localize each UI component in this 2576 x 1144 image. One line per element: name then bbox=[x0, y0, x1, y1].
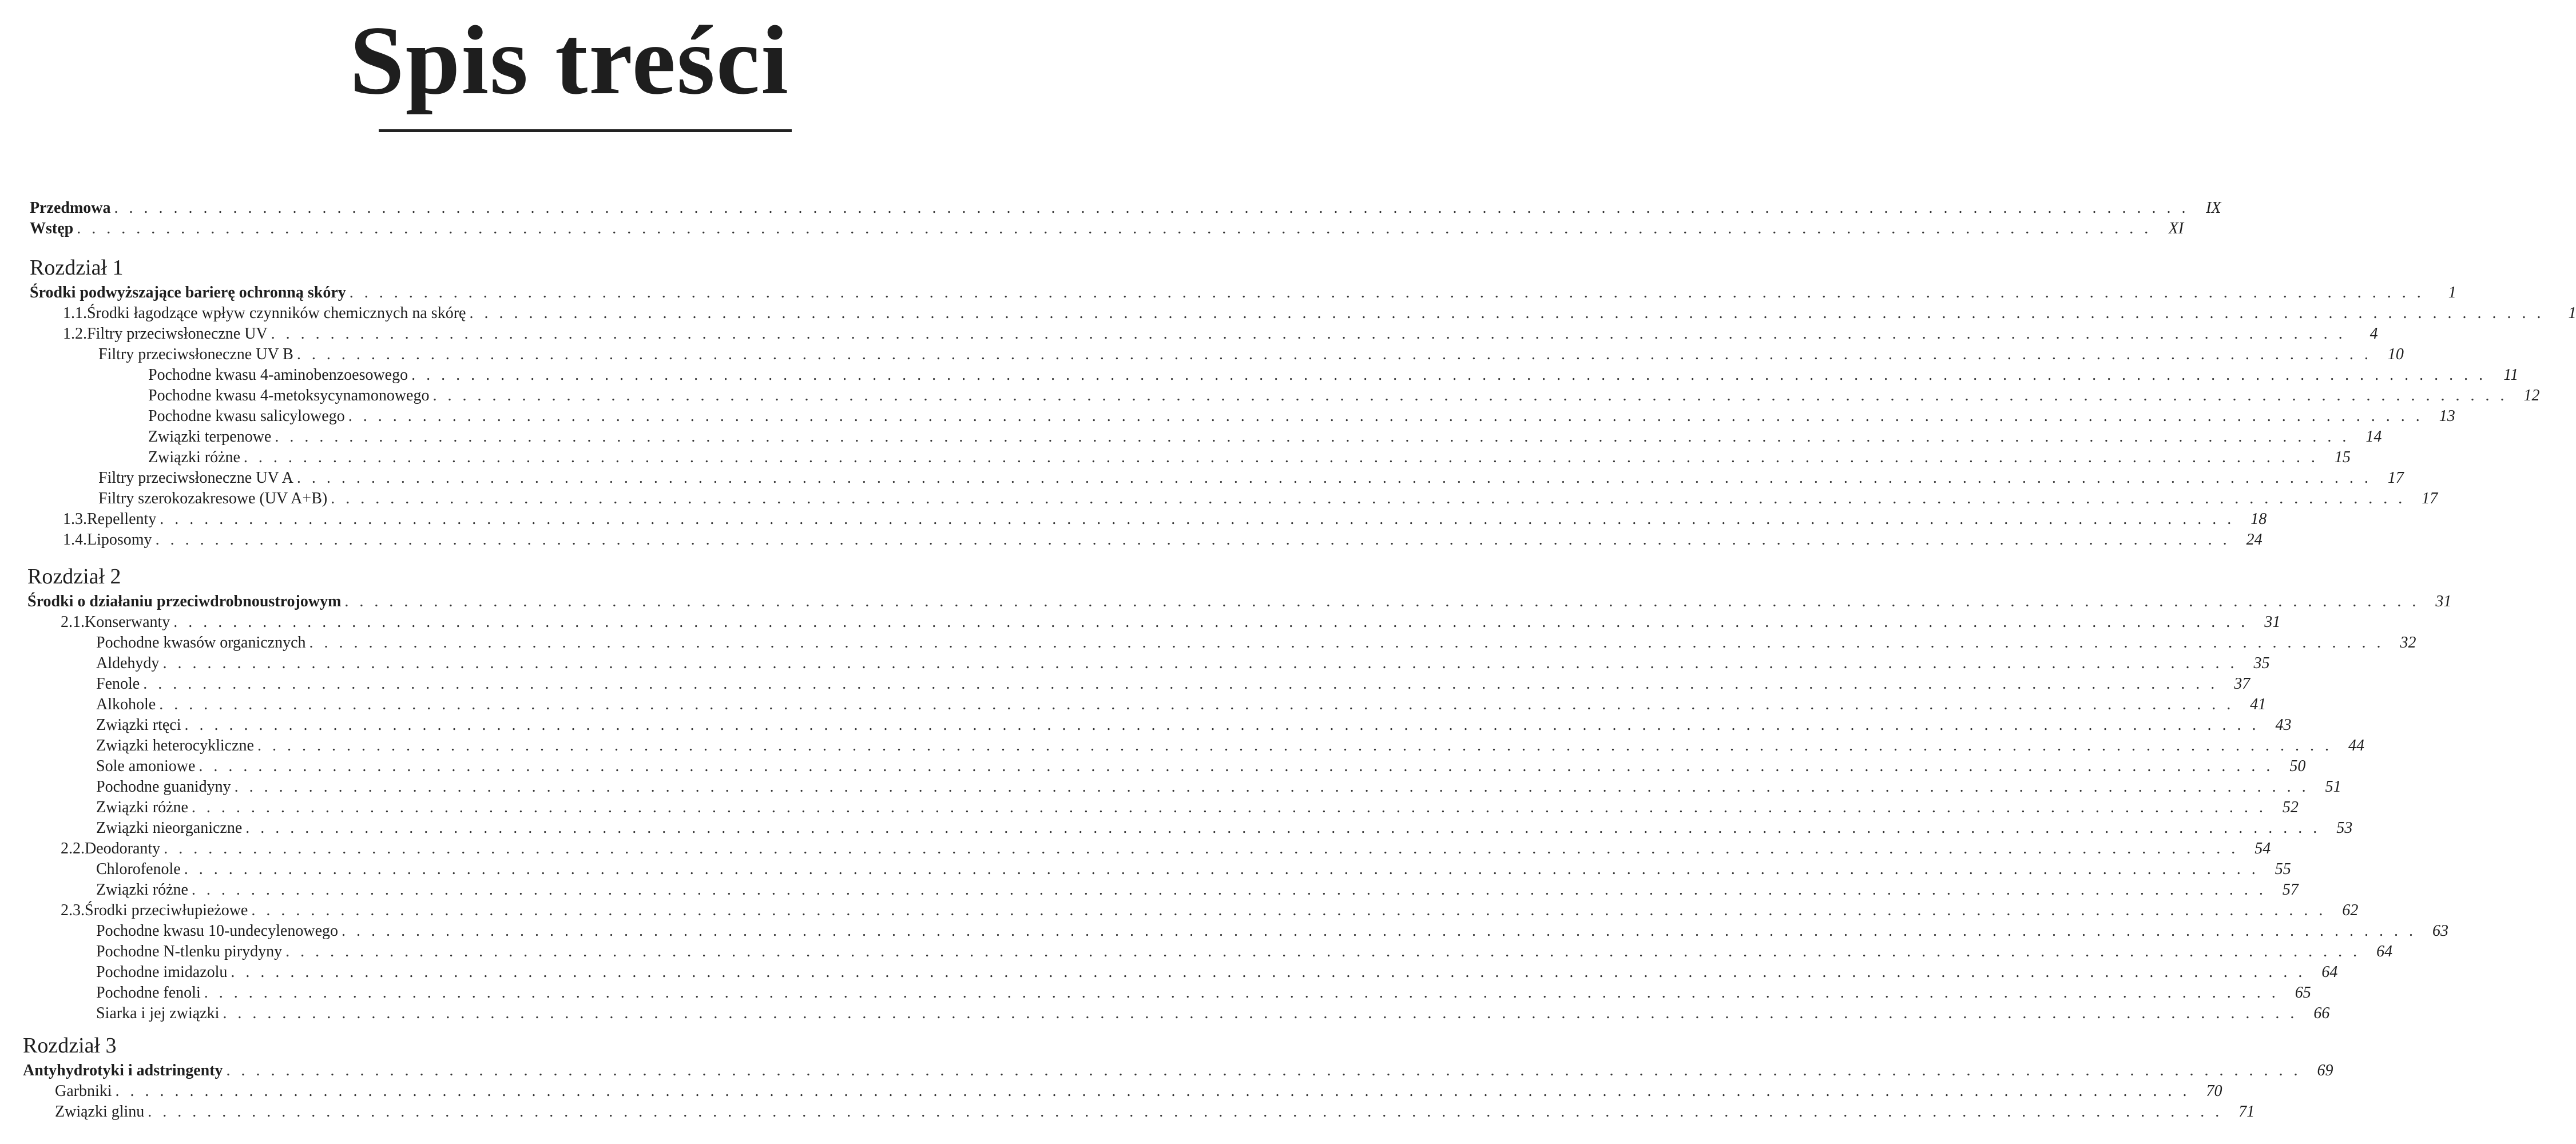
dot-leader: . . . . . . . . . . . . . . . . . . . . . . . . . . . . . . . . . . . . . . . . . . . . . . . . . . . . . . . . . . . . . . . . . . . . . . . . . . . . . . . . . . . . . . . . . . . . . . . . . . . . . . . . . . . . . . . . . . . . . . . . . . . . . . . . . . . . . . . . . . . . bbox=[77, 220, 2152, 237]
entry-page-number: 14 bbox=[2365, 428, 2382, 446]
entry-number: 2.3. bbox=[61, 901, 85, 919]
entry-page-number: 69 bbox=[2317, 1062, 2333, 1079]
chapter-heading: Rozdział 3 bbox=[23, 1034, 117, 1058]
toc-entry bbox=[148, 365, 2519, 386]
page-title: Spis treści bbox=[350, 6, 789, 115]
toc-entry bbox=[96, 921, 2449, 942]
chapter-heading: Rozdział 2 bbox=[27, 565, 121, 589]
toc-entry bbox=[96, 694, 2267, 715]
entry-label: Garbniki bbox=[55, 1082, 112, 1100]
entry-page-number: 62 bbox=[2342, 901, 2359, 919]
entry-label: Pochodne fenoli bbox=[96, 984, 201, 1002]
entry-label: Filtry przeciwsłoneczne UV A bbox=[98, 469, 293, 487]
toc-entry bbox=[96, 983, 2311, 1003]
entry-page-number: 65 bbox=[2295, 984, 2311, 1002]
entry-number: 1.2. bbox=[63, 325, 87, 343]
toc-entry bbox=[148, 447, 2351, 468]
toc-entry bbox=[61, 839, 2271, 859]
entry-label: Filtry szerokozakresowe (UV A+B) bbox=[98, 490, 328, 507]
toc-entry bbox=[63, 530, 2263, 550]
chapter-title-entry bbox=[23, 1060, 2333, 1081]
entry-label: Pochodne kwasu 4-metoksycynamonowego bbox=[148, 387, 430, 404]
dot-leader: . . . . . . . . . . . . . . . . . . . . . . . . . . . . . . . . . . . . . . . . . . . . . . . . . . . . . . . . . . . . . . . . . . . . . . . . . . . . . . . . . . . . . . . . . . . . . . . . . . . . . . . . . . . . . . . . . . . . . . . . . . . . . . . . . . . . . . . . . . . . bbox=[296, 469, 2372, 487]
dot-leader: . . . . . . . . . . . . . . . . . . . . . . . . . . . . . . . . . . . . . . . . . . . . . . . . . . . . . . . . . . . . . . . . . . . . . . . . . . . . . . . . . . . . . . . . . . . . . . . . . . . . . . . . . . . . . . . . . . . . . . . . . . . . . . . . . . . . . . . . . . . . bbox=[285, 943, 2361, 960]
entry-number: 1.3. bbox=[63, 510, 87, 528]
entry-page-number: 13 bbox=[2439, 407, 2455, 425]
entry-page-number: 12 bbox=[2523, 387, 2540, 404]
entry-page-number: 66 bbox=[2313, 1004, 2330, 1022]
dot-leader: . . . . . . . . . . . . . . . . . . . . . . . . . . . . . . . . . . . . . . . . . . . . . . . . . . . . . . . . . . . . . . . . . . . . . . . . . . . . . . . . . . . . . . . . . . . . . . . . . . . . . . . . . . . . . . . . . . . . . . . . . . . . . . . . . . . . . . . . . . . . bbox=[331, 490, 2406, 507]
toc-entry bbox=[55, 1081, 2222, 1102]
toc-entry bbox=[96, 1003, 2330, 1024]
entry-label: Związki różne bbox=[96, 799, 188, 816]
dot-leader: . . . . . . . . . . . . . . . . . . . . . . . . . . . . . . . . . . . . . . . . . . . . . . . . . . . . . . . . . . . . . . . . . . . . . . . . . . . . . . . . . . . . . . . . . . . . . . . . . . . . . . . . . . . . . . . . . . . . . . . . . . . . . . . . . . . . . . . . . . . . bbox=[159, 696, 2234, 713]
entry-label: Pochodne kwasu salicylowego bbox=[148, 407, 345, 425]
entry-label: Związki glinu bbox=[55, 1103, 145, 1121]
entry-page-number: 44 bbox=[2348, 737, 2364, 754]
entry-page-number: 55 bbox=[2275, 860, 2291, 878]
entry-page-number: 31 bbox=[2264, 613, 2281, 631]
dot-leader: . . . . . . . . . . . . . . . . . . . . . . . . . . . . . . . . . . . . . . . . . . . . . . . . . . . . . . . . . . . . . . . . . . . . . . . . . . . . . . . . . . . . . . . . . . . . . . . . . . . . . . . . . . . . . . . . . . . . . . . . . . . . . . . . . . . . . . . . . . . . bbox=[173, 613, 2249, 631]
dot-leader: . . . . . . . . . . . . . . . . . . . . . . . . . . . . . . . . . . . . . . . . . . . . . . . . . . . . . . . . . . . . . . . . . . . . . . . . . . . . . . . . . . . . . . . . . . . . . . . . . . . . . . . . . . . . . . . . . . . . . . . . . . . . . . . . . . . . . . . . . . . . bbox=[348, 407, 2423, 425]
entry-page-number: 64 bbox=[2321, 963, 2338, 981]
entry-label: Związki nieorganiczne bbox=[96, 819, 243, 837]
entry-page-number: 31 bbox=[2435, 593, 2452, 610]
dot-leader: . . . . . . . . . . . . . . . . . . . . . . . . . . . . . . . . . . . . . . . . . . . . . . . . . . . . . . . . . . . . . . . . . . . . . . . . . . . . . . . . . . . . . . . . . . . . . . . . . . . . . . . . . . . . . . . . . . . . . . . . . . . . . . . . . . . . . . . . . . . . bbox=[164, 840, 2239, 857]
toc-entry bbox=[63, 509, 2267, 530]
entry-label: Pochodne kwasu 4-aminobenzoesowego bbox=[148, 366, 408, 384]
dot-leader: . . . . . . . . . . . . . . . . . . . . . . . . . . . . . . . . . . . . . . . . . . . . . . . . . . . . . . . . . . . . . . . . . . . . . . . . . . . . . . . . . . . . . . . . . . . . . . . . . . . . . . . . . . . . . . . . . . . . . . . . . . . . . . . . . . . . . . . . . . . . bbox=[275, 428, 2350, 446]
entry-label: Związki heterocykliczne bbox=[96, 737, 254, 754]
entry-page-number: 64 bbox=[2376, 943, 2393, 960]
entry-page-number: 32 bbox=[2400, 634, 2416, 652]
dot-leader: . . . . . . . . . . . . . . . . . . . . . . . . . . . . . . . . . . . . . . . . . . . . . . . . . . . . . . . . . . . . . . . . . . . . . . . . . . . . . . . . . . . . . . . . . . . . . . . . . . . . . . . . . . . . . . . . . . . . . . . . . . . . . . . . . . . . . . . . . . . . bbox=[155, 531, 2230, 549]
dot-leader: . . . . . . . . . . . . . . . . . . . . . . . . . . . . . . . . . . . . . . . . . . . . . . . . . . . . . . . . . . . . . . . . . . . . . . . . . . . . . . . . . . . . . . . . . . . . . . . . . . . . . . . . . . . . . . . . . . . . . . . . . . . . . . . . . . . . . . . . . . . . bbox=[231, 963, 2306, 981]
entry-label: Deodoranty bbox=[85, 840, 161, 857]
toc-entry bbox=[98, 344, 2404, 365]
dot-leader: . . . . . . . . . . . . . . . . . . . . . . . . . . . . . . . . . . . . . . . . . . . . . . . . . . . . . . . . . . . . . . . . . . . . . . . . . . . . . . . . . . . . . . . . . . . . . . . . . . . . . . . . . . . . . . . . . . . . . . . . . . . . . . . . . . . . . . . . . . . . bbox=[226, 1062, 2301, 1079]
dot-leader: . . . . . . . . . . . . . . . . . . . . . . . . . . . . . . . . . . . . . . . . . . . . . . . . . . . . . . . . . . . . . . . . . . . . . . . . . . . . . . . . . . . . . . . . . . . . . . . . . . . . . . . . . . . . . . . . . . . . . . . . . . . . . . . . . . . . . . . . . . . . bbox=[349, 284, 2424, 301]
entry-page-number: 11 bbox=[2503, 366, 2519, 384]
dot-leader: . . . . . . . . . . . . . . . . . . . . . . . . . . . . . . . . . . . . . . . . . . . . . . . . . . . . . . . . . . . . . . . . . . . . . . . . . . . . . . . . . . . . . . . . . . . . . . . . . . . . . . . . . . . . . . . . . . . . . . . . . . . . . . . . . . . . . . . . . . . . bbox=[411, 366, 2487, 384]
dot-leader: . . . . . . . . . . . . . . . . . . . . . . . . . . . . . . . . . . . . . . . . . . . . . . . . . . . . . . . . . . . . . . . . . . . . . . . . . . . . . . . . . . . . . . . . . . . . . . . . . . . . . . . . . . . . . . . . . . . . . . . . . . . . . . . . . . . . . . . . . . . . bbox=[162, 654, 2238, 672]
entry-label: Filtry przeciwsłoneczne UV B bbox=[98, 345, 293, 363]
toc-entry bbox=[96, 715, 2292, 736]
entry-label: Fenole bbox=[96, 675, 140, 693]
entry-page-number: 1 bbox=[2448, 284, 2456, 301]
dot-leader: . . . . . . . . . . . . . . . . . . . . . . . . . . . . . . . . . . . . . . . . . . . . . . . . . . . . . . . . . . . . . . . . . . . . . . . . . . . . . . . . . . . . . . . . . . . . . . . . . . . . . . . . . . . . . . . . . . . . . . . . . . . . . . . . . . . . . . . . . . . . bbox=[342, 922, 2417, 940]
toc-entry bbox=[96, 818, 2353, 839]
chapter-heading: Rozdział 1 bbox=[30, 256, 124, 280]
toc-entry bbox=[96, 674, 2250, 694]
chapter-title-entry bbox=[30, 283, 2456, 303]
entry-page-number: 57 bbox=[2282, 881, 2299, 899]
toc-entry bbox=[96, 777, 2341, 797]
dot-leader: . . . . . . . . . . . . . . . . . . . . . . . . . . . . . . . . . . . . . . . . . . . . . . . . . . . . . . . . . . . . . . . . . . . . . . . . . . . . . . . . . . . . . . . . . . . . . . . . . . . . . . . . . . . . . . . . . . . . . . . . . . . . . . . . . . . . . . . . . . . . bbox=[223, 1004, 2298, 1022]
entry-page-number: 71 bbox=[2238, 1103, 2255, 1121]
entry-page-number: 17 bbox=[2422, 490, 2438, 507]
entry-label: Konserwanty bbox=[85, 613, 170, 631]
entry-label: Alkohole bbox=[96, 696, 156, 713]
entry-page-number: 50 bbox=[2289, 757, 2306, 775]
entry-label: Antyhydrotyki i adstringenty bbox=[23, 1062, 223, 1079]
entry-label: Wstęp bbox=[30, 220, 74, 237]
toc-entry bbox=[61, 900, 2359, 921]
entry-page-number: 37 bbox=[2234, 675, 2250, 693]
toc-entry bbox=[98, 488, 2438, 509]
entry-label: Środki przeciwłupieżowe bbox=[85, 901, 248, 919]
toc-entry bbox=[148, 386, 2540, 406]
toc-entry bbox=[96, 653, 2270, 674]
entry-page-number: 51 bbox=[2325, 778, 2341, 796]
dot-leader: . . . . . . . . . . . . . . . . . . . . . . . . . . . . . . . . . . . . . . . . . . . . . . . . . . . . . . . . . . . . . . . . . . . . . . . . . . . . . . . . . . . . . . . . . . . . . . . . . . . . . . . . . . . . . . . . . . . . . . . . . . . . . . . . . . . . . . . . . . . . bbox=[204, 984, 2279, 1002]
toc-entry bbox=[96, 736, 2364, 756]
dot-leader: . . . . . . . . . . . . . . . . . . . . . . . . . . . . . . . . . . . . . . . . . . . . . . . . . . . . . . . . . . . . . . . . . . . . . . . . . . . . . . . . . . . . . . . . . . . . . . . . . . . . . . . . . . . . . . . . . . . . . . . . . . . . . . . . . . . . . . . . . . . . bbox=[271, 325, 2346, 343]
entry-page-number: 53 bbox=[2336, 819, 2353, 837]
toc-entry bbox=[96, 756, 2306, 777]
entry-page-number: 54 bbox=[2255, 840, 2271, 857]
dot-leader: . . . . . . . . . . . . . . . . . . . . . . . . . . . . . . . . . . . . . . . . . . . . . . . . . . . . . . . . . . . . . . . . . . . . . . . . . . . . . . . . . . . . . . . . . . . . . . . . . . . . . . . . . . . . . . . . . . . . . . . . . . . . . . . . . . . . . . . . . . . . bbox=[191, 881, 2267, 899]
toc-entry bbox=[96, 942, 2393, 962]
toc-entry bbox=[55, 1102, 2255, 1122]
chapter-title-entry bbox=[27, 591, 2452, 612]
toc-entry bbox=[148, 427, 2382, 447]
toc-entry bbox=[63, 303, 2576, 324]
entry-label: Filtry przeciwsłoneczne UV bbox=[87, 325, 268, 343]
toc-front-matter-entry bbox=[30, 198, 2221, 219]
toc-entry bbox=[98, 468, 2404, 488]
entry-label: Związki różne bbox=[148, 448, 240, 466]
entry-number: 2.1. bbox=[61, 613, 85, 631]
dot-leader: . . . . . . . . . . . . . . . . . . . . . . . . . . . . . . . . . . . . . . . . . . . . . . . . . . . . . . . . . . . . . . . . . . . . . . . . . . . . . . . . . . . . . . . . . . . . . . . . . . . . . . . . . . . . . . . . . . . . . . . . . . . . . . . . . . . . . . . . . . . . bbox=[199, 757, 2274, 775]
entry-label: Środki o działaniu przeciwdrobnoustrojowym bbox=[27, 593, 342, 610]
dot-leader: . . . . . . . . . . . . . . . . . . . . . . . . . . . . . . . . . . . . . . . . . . . . . . . . . . . . . . . . . . . . . . . . . . . . . . . . . . . . . . . . . . . . . . . . . . . . . . . . . . . . . . . . . . . . . . . . . . . . . . . . . . . . . . . . . . . . . . . . . . . . bbox=[148, 1103, 2223, 1121]
dot-leader: . . . . . . . . . . . . . . . . . . . . . . . . . . . . . . . . . . . . . . . . . . . . . . . . . . . . . . . . . . . . . . . . . . . . . . . . . . . . . . . . . . . . . . . . . . . . . . . . . . . . . . . . . . . . . . . . . . . . . . . . . . . . . . . . . . . . . . . . . . . . bbox=[115, 1082, 2190, 1100]
dot-leader: . . . . . . . . . . . . . . . . . . . . . . . . . . . . . . . . . . . . . . . . . . . . . . . . . . . . . . . . . . . . . . . . . . . . . . . . . . . . . . . . . . . . . . . . . . . . . . . . . . . . . . . . . . . . . . . . . . . . . . . . . . . . . . . . . . . . . . . . . . . . bbox=[143, 675, 2218, 693]
entry-label: Pochodne kwasu 10-undecylenowego bbox=[96, 922, 339, 940]
toc-entry bbox=[96, 859, 2291, 880]
dot-leader: . . . . . . . . . . . . . . . . . . . . . . . . . . . . . . . . . . . . . . . . . . . . . . . . . . . . . . . . . . . . . . . . . . . . . . . . . . . . . . . . . . . . . . . . . . . . . . . . . . . . . . . . . . . . . . . . . . . . . . . . . . . . . . . . . . . . . . . . . . . . bbox=[184, 716, 2260, 734]
toc-entry bbox=[63, 324, 2378, 344]
toc-entry bbox=[61, 612, 2281, 633]
dot-leader: . . . . . . . . . . . . . . . . . . . . . . . . . . . . . . . . . . . . . . . . . . . . . . . . . . . . . . . . . . . . . . . . . . . . . . . . . . . . . . . . . . . . . . . . . . . . . . . . . . . . . . . . . . . . . . . . . . . . . . . . . . . . . . . . . . . . . . . . . . . . bbox=[296, 345, 2372, 363]
toc-entry bbox=[96, 880, 2299, 900]
entry-label: Aldehydy bbox=[96, 654, 160, 672]
entry-page-number: XI bbox=[2168, 220, 2184, 237]
dot-leader: . . . . . . . . . . . . . . . . . . . . . . . . . . . . . . . . . . . . . . . . . . . . . . . . . . . . . . . . . . . . . . . . . . . . . . . . . . . . . . . . . . . . . . . . . . . . . . . . . . . . . . . . . . . . . . . . . . . . . . . . . . . . . . . . . . . . . . . . . . . . bbox=[257, 737, 2332, 754]
dot-leader: . . . . . . . . . . . . . . . . . . . . . . . . . . . . . . . . . . . . . . . . . . . . . . . . . . . . . . . . . . . . . . . . . . . . . . . . . . . . . . . . . . . . . . . . . . . . . . . . . . . . . . . . . . . . . . . . . . . . . . . . . . . . . . . . . . . . . . . . . . . . bbox=[309, 634, 2384, 652]
entry-label: Chlorofenole bbox=[96, 860, 181, 878]
entry-page-number: 24 bbox=[2246, 531, 2263, 549]
entry-number: 1.1. bbox=[63, 304, 87, 322]
entry-page-number: 43 bbox=[2275, 716, 2292, 734]
entry-page-number: 70 bbox=[2206, 1082, 2222, 1100]
toc-entry bbox=[96, 633, 2416, 653]
entry-page-number: 17 bbox=[2387, 469, 2404, 487]
dot-leader: . . . . . . . . . . . . . . . . . . . . . . . . . . . . . . . . . . . . . . . . . . . . . . . . . . . . . . . . . . . . . . . . . . . . . . . . . . . . . . . . . . . . . . . . . . . . . . . . . . . . . . . . . . . . . . . . . . . . . . . . . . . . . . . . . . . . . . . . . . . . bbox=[251, 901, 2327, 919]
entry-label: Pochodne kwasów organicznych bbox=[96, 634, 306, 652]
entry-label: Siarka i jej związki bbox=[96, 1004, 220, 1022]
entry-label: Środki łagodzące wpływ czynników chemicznych na skórę bbox=[87, 304, 466, 322]
entry-label: Pochodne guanidyny bbox=[96, 778, 231, 796]
dot-leader: . . . . . . . . . . . . . . . . . . . . . . . . . . . . . . . . . . . . . . . . . . . . . . . . . . . . . . . . . . . . . . . . . . . . . . . . . . . . . . . . . . . . . . . . . . . . . . . . . . . . . . . . . . . . . . . . . . . . . . . . . . . . . . . . . . . . . . . . . . . . bbox=[344, 593, 2420, 610]
dot-leader: . . . . . . . . . . . . . . . . . . . . . . . . . . . . . . . . . . . . . . . . . . . . . . . . . . . . . . . . . . . . . . . . . . . . . . . . . . . . . . . . . . . . . . . . . . . . . . . . . . . . . . . . . . . . . . . . . . . . . . . . . . . . . . . . . . . . . . . . . . . . bbox=[432, 387, 2508, 404]
entry-label: Liposomy bbox=[87, 531, 152, 549]
entry-page-number: IX bbox=[2206, 199, 2221, 217]
entry-label: Pochodne imidazolu bbox=[96, 963, 228, 981]
entry-page-number: 10 bbox=[2387, 345, 2404, 363]
toc-entry bbox=[148, 406, 2455, 427]
dot-leader: . . . . . . . . . . . . . . . . . . . . . . . . . . . . . . . . . . . . . . . . . . . . . . . . . . . . . . . . . . . . . . . . . . . . . . . . . . . . . . . . . . . . . . . . . . . . . . . . . . . . . . . . . . . . . . . . . . . . . . . . . . . . . . . . . . . . . . . . . . . . bbox=[114, 199, 2189, 217]
entry-label: Sole amoniowe bbox=[96, 757, 196, 775]
dot-leader: . . . . . . . . . . . . . . . . . . . . . . . . . . . . . . . . . . . . . . . . . . . . . . . . . . . . . . . . . . . . . . . . . . . . . . . . . . . . . . . . . . . . . . . . . . . . . . . . . . . . . . . . . . . . . . . . . . . . . . . . . . . . . . . . . . . . . . . . . . . . bbox=[191, 799, 2267, 816]
entry-page-number: 52 bbox=[2282, 799, 2299, 816]
entry-page-number: 1 bbox=[2568, 304, 2576, 322]
entry-page-number: 63 bbox=[2432, 922, 2449, 940]
dot-leader: . . . . . . . . . . . . . . . . . . . . . . . . . . . . . . . . . . . . . . . . . . . . . . . . . . . . . . . . . . . . . . . . . . . . . . . . . . . . . . . . . . . . . . . . . . . . . . . . . . . . . . . . . . . . . . . . . . . . . . . . . . . . . . . . . . . . . . . . . . . . bbox=[243, 448, 2319, 466]
dot-leader: . . . . . . . . . . . . . . . . . . . . . . . . . . . . . . . . . . . . . . . . . . . . . . . . . . . . . . . . . . . . . . . . . . . . . . . . . . . . . . . . . . . . . . . . . . . . . . . . . . . . . . . . . . . . . . . . . . . . . . . . . . . . . . . . . . . . . . . . . . . . bbox=[234, 778, 2309, 796]
entry-label: Przedmowa bbox=[30, 199, 111, 217]
entry-label: Związki rtęci bbox=[96, 716, 181, 734]
entry-number: 1.4. bbox=[63, 531, 87, 549]
toc-front-matter-entry bbox=[30, 219, 2184, 239]
entry-label: Pochodne N-tlenku pirydyny bbox=[96, 943, 283, 960]
entry-page-number: 35 bbox=[2253, 654, 2270, 672]
entry-page-number: 15 bbox=[2334, 448, 2351, 466]
dot-leader: . . . . . . . . . . . . . . . . . . . . . . . . . . . . . . . . . . . . . . . . . . . . . . . . . . . . . . . . . . . . . . . . . . . . . . . . . . . . . . . . . . . . . . . . . . . . . . . . . . . . . . . . . . . . . . . . . . . . . . . . . . . . . . . . . . . . . . . . . . . . bbox=[245, 819, 2321, 837]
entry-page-number: 4 bbox=[2369, 325, 2378, 343]
entry-number: 2.2. bbox=[61, 840, 85, 857]
entry-label: Związki różne bbox=[96, 881, 188, 899]
entry-page-number: 41 bbox=[2250, 696, 2267, 713]
toc-entry bbox=[96, 962, 2338, 983]
entry-label: Związki terpenowe bbox=[148, 428, 272, 446]
dot-leader: . . . . . . . . . . . . . . . . . . . . . . . . . . . . . . . . . . . . . . . . . . . . . . . . . . . . . . . . . . . . . . . . . . . . . . . . . . . . . . . . . . . . . . . . . . . . . . . . . . . . . . . . . . . . . . . . . . . . . . . . . . . . . . . . . . . . . . . . . . . . bbox=[160, 510, 2235, 528]
toc-entry bbox=[96, 797, 2299, 818]
entry-label: Środki podwyższające barierę ochronną skóry bbox=[30, 284, 346, 301]
dot-leader: . . . . . . . . . . . . . . . . . . . . . . . . . . . . . . . . . . . . . . . . . . . . . . . . . . . . . . . . . . . . . . . . . . . . . . . . . . . . . . . . . . . . . . . . . . . . . . . . . . . . . . . . . . . . . . . . . . . . . . . . . . . . . . . . . . . . . . . . . . . . bbox=[184, 860, 2259, 878]
dot-leader: . . . . . . . . . . . . . . . . . . . . . . . . . . . . . . . . . . . . . . . . . . . . . . . . . . . . . . . . . . . . . . . . . . . . . . . . . . . . . . . . . . . . . . . . . . . . . . . . . . . . . . . . . . . . . . . . . . . . . . . . . . . . . . . . . . . . . . . . . . . . bbox=[469, 304, 2545, 322]
entry-page-number: 18 bbox=[2250, 510, 2267, 528]
entry-label: Repellenty bbox=[87, 510, 157, 528]
